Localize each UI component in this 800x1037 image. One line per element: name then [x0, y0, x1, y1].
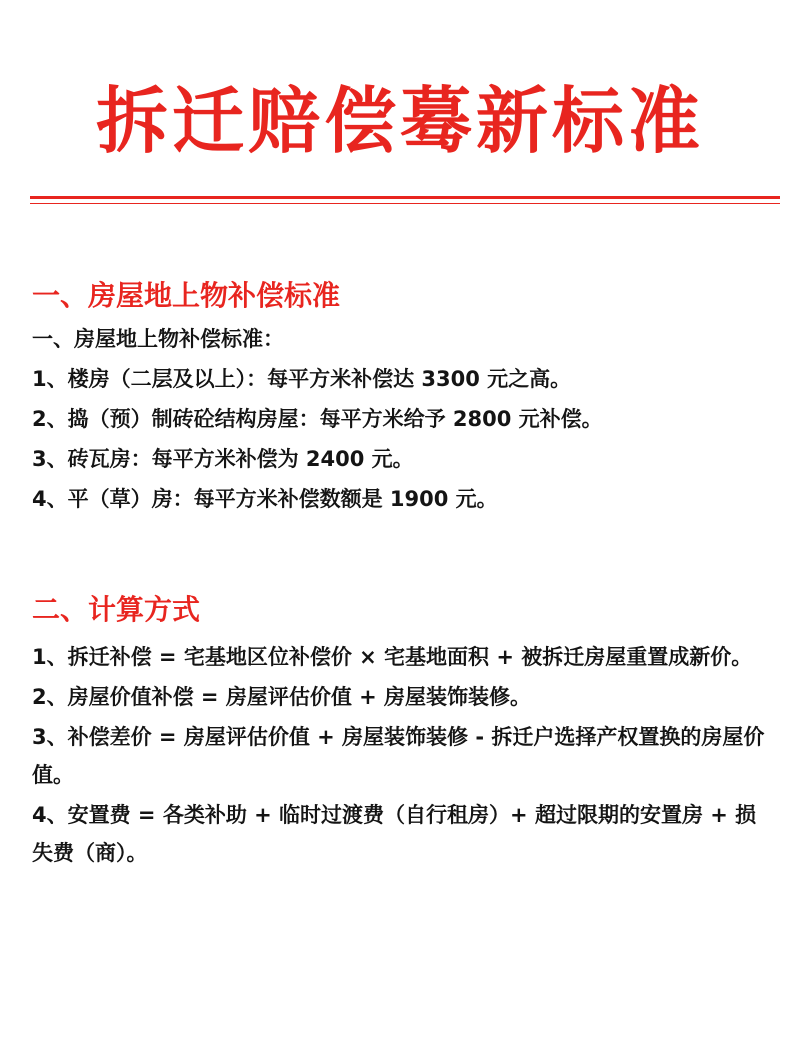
list-item: 2、捣（预）制砖砼结构房屋：每平方米给予 2800 元补偿。 [32, 407, 603, 431]
title-divider-thick [30, 196, 780, 199]
list-item: 1、拆迁补偿 = 宅基地区位补偿价 × 宅基地面积 + 被拆迁房屋重置成新价。 [32, 645, 753, 669]
title-divider-thin [30, 203, 780, 204]
list-item: 3、补偿差价 = 房屋评估价值 + 房屋装饰装修 - 拆迁户选择产权置换的房屋价值。 [32, 725, 765, 787]
list-item: 1、楼房（二层及以上）：每平方米补偿达 3300 元之高。 [32, 367, 572, 391]
section-compensation-standards [32, 278, 777, 524]
list-item: 4、平（草）房：每平方米补偿数额是 1900 元。 [32, 487, 498, 511]
section-heading: 一、房屋地上物补偿标准 [32, 279, 341, 312]
page-title: 拆迁赔偿蓦新标准 [95, 79, 704, 163]
list-item: 3、砖瓦房：每平方米补偿为 2400 元。 [32, 447, 414, 471]
section-heading: 二、计算方式 [32, 593, 201, 626]
list-item: 一、房屋地上物补偿标准： [32, 327, 284, 351]
list-item: 2、房屋价值补偿 = 房屋评估价值 + 房屋装饰装修。 [32, 685, 532, 709]
section-calculation-methods [32, 592, 777, 874]
list-item: 4、安置费 = 各类补助 + 临时过渡费（自行租房）+ 超过限期的安置房 + 损失费（商）。 [32, 803, 757, 865]
